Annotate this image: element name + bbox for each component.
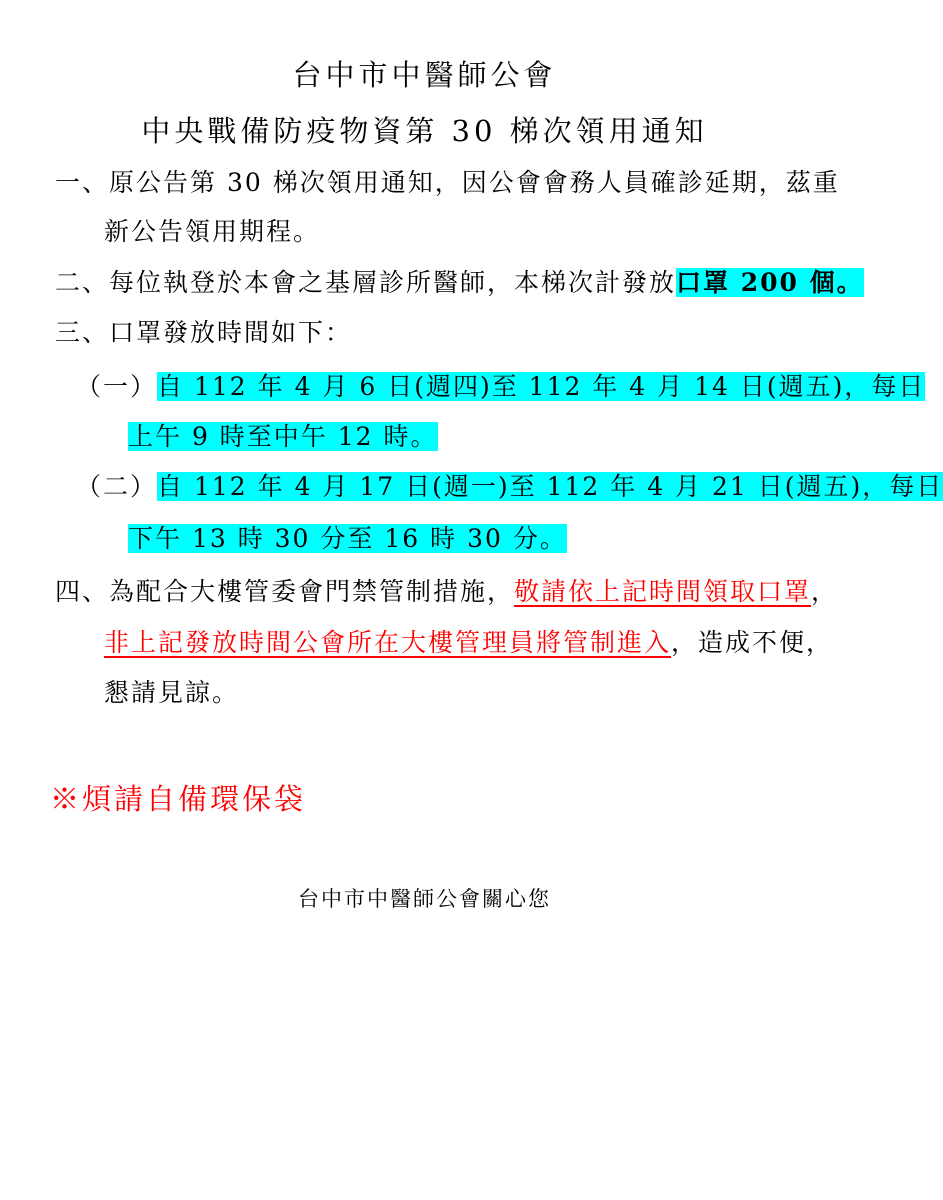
item-4-suffix: ，造成不便，	[671, 628, 834, 657]
sub-item-1-date-highlight: 自 112 年 4 月 6 日(週四)至 112 年 4 月 14 日(週五)，每日	[157, 372, 926, 401]
sub-item-1-marker: （一）	[76, 372, 158, 401]
item-4-comma: ，	[811, 577, 839, 606]
page-subtitle: 中央戰備防疫物資第 30 梯次領用通知	[141, 114, 708, 148]
sub-item-1-line-1	[76, 370, 925, 404]
item-1-line-2: 新公告領用期程。	[104, 217, 321, 246]
sub-item-2-time-highlight: 下午 13 時 30 分至 16 時 30 分。	[128, 524, 567, 553]
item-3: 三、口罩發放時間如下：	[55, 318, 353, 347]
mask-quantity-highlight: 口罩 200 個。	[676, 268, 864, 297]
item-4-line-3: 懇請見諒。	[104, 678, 240, 707]
item-2-text: 二、每位執登於本會之基層診所醫師，本梯次計發放	[55, 268, 677, 297]
item-4-line-2	[104, 626, 833, 660]
item-4-red-notice-2: 非上記發放時間公會所在大樓管理員將管制進入	[104, 628, 672, 657]
sub-item-2-line-2	[128, 522, 567, 556]
bag-reminder-note: ※煩請自備環保袋	[50, 782, 307, 816]
footer-signature: 台中市中醫師公會關心您	[298, 887, 551, 911]
sub-item-2-marker: （二）	[76, 472, 158, 501]
item-4-text: 四、為配合大樓管委會門禁管制措施，	[55, 577, 515, 606]
item-1-line-1: 一、原公告第 30 梯次領用通知，因公會會務人員確診延期，茲重	[55, 168, 840, 197]
item-2	[55, 266, 864, 300]
item-4-red-notice-1: 敬請依上記時間領取口罩	[514, 577, 812, 606]
item-4-line-1	[55, 575, 838, 609]
sub-item-2-line-1	[76, 470, 943, 504]
sub-item-1-time-highlight: 上午 9 時至中午 12 時。	[128, 422, 438, 451]
sub-item-1-line-2	[128, 420, 438, 454]
page-title: 台中市中醫師公會	[292, 58, 557, 92]
sub-item-2-date-highlight: 自 112 年 4 月 17 日(週一)至 112 年 4 月 21 日(週五)，每日	[157, 472, 943, 501]
